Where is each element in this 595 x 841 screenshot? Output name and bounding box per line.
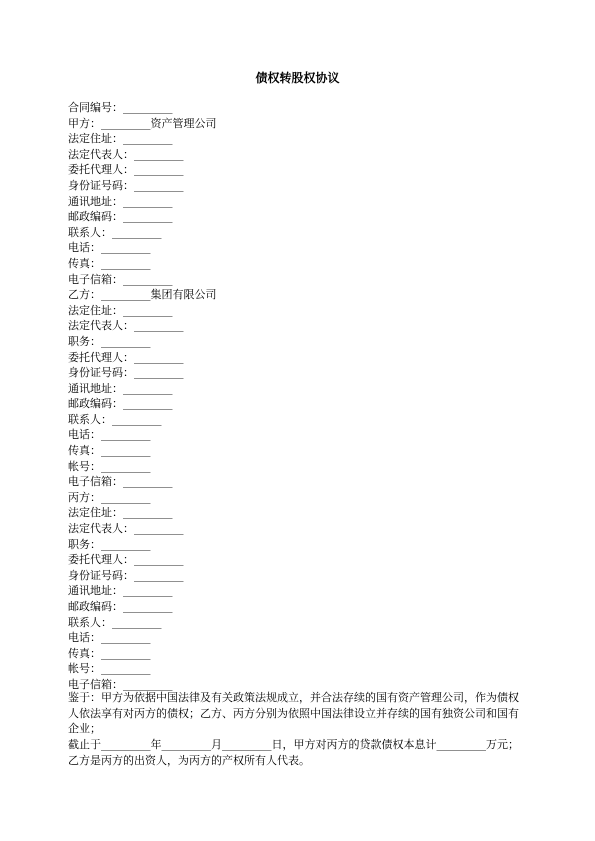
document-title: 债权转股权协议 xyxy=(255,71,340,85)
party-b-agent-field: 委托代理人：_________ xyxy=(68,350,184,364)
party-field-list xyxy=(68,100,528,693)
party-c-fax-field: 传真：_________ xyxy=(68,646,151,660)
party-a-email-field: 电子信箱：_________ xyxy=(68,272,173,286)
debt-amount-paragraph: 截止于_________年_________月_________日，甲方对丙方的贷款债权本息计_________万元；乙方是丙方的出资人，为丙方的产权所有人代表。 xyxy=(68,738,519,767)
party-a-legal-rep-field: 法定代表人：_________ xyxy=(68,147,184,161)
party-c-name-field: 丙方：_________ xyxy=(68,490,151,504)
party-a-address-field: 法定住址：_________ xyxy=(68,132,173,146)
party-a-id-field: 身份证号码：_________ xyxy=(68,178,184,192)
party-a-postcode-field: 邮政编码：_________ xyxy=(68,210,173,224)
party-b-account-field: 帐号：_________ xyxy=(68,459,151,473)
party-c-legal-rep-field: 法定代表人：_________ xyxy=(68,522,184,536)
party-c-position-field: 职务：_________ xyxy=(68,537,151,551)
party-c-id-field: 身份证号码：_________ xyxy=(68,568,184,582)
party-b-name-field: 乙方：_________集团有限公司 xyxy=(68,288,217,302)
party-b-contact-field: 联系人：_________ xyxy=(68,412,162,426)
party-b-id-field: 身份证号码：_________ xyxy=(68,366,184,380)
party-b-mail-address-field: 通讯地址：_________ xyxy=(68,381,173,395)
party-b-email-field: 电子信箱：_________ xyxy=(68,475,173,489)
party-c-phone-field: 电话：_________ xyxy=(68,631,151,645)
party-a-mail-address-field: 通讯地址：_________ xyxy=(68,194,173,208)
party-a-contact-field: 联系人：_________ xyxy=(68,225,162,239)
party-b-fax-field: 传真：_________ xyxy=(68,444,151,458)
party-b-position-field: 职务：_________ xyxy=(68,334,151,348)
party-a-fax-field: 传真：_________ xyxy=(68,256,151,270)
party-a-name-field: 甲方：_________资产管理公司 xyxy=(68,116,217,130)
party-b-address-field: 法定住址：_________ xyxy=(68,303,173,317)
recital-paragraph: 鉴于：甲方为依据中国法律及有关政策法规成立，并合法存续的国有资产管理公司，作为债权人依法享有对丙方的债权；乙方、丙方分别为依照中国法律设立并存续的国有独资公司和国有企业； xyxy=(68,691,519,736)
party-c-postcode-field: 邮政编码：_________ xyxy=(68,600,173,613)
contract-number-field: 合同编号：_________ xyxy=(68,101,173,114)
party-a-phone-field: 电话：_________ xyxy=(68,241,151,255)
party-a-agent-field: 委托代理人：_________ xyxy=(68,163,184,177)
party-b-phone-field: 电话：_________ xyxy=(68,428,151,442)
party-b-postcode-field: 邮政编码：_________ xyxy=(68,397,173,411)
party-c-account-field: 帐号：_________ xyxy=(68,662,151,676)
party-c-contact-field: 联系人：_________ xyxy=(68,615,162,629)
party-c-agent-field: 委托代理人：_________ xyxy=(68,553,184,567)
party-c-address-field: 法定住址：_________ xyxy=(68,506,173,520)
party-b-legal-rep-field: 法定代表人：_________ xyxy=(68,319,184,333)
party-c-mail-address-field: 通讯地址：_________ xyxy=(68,584,173,598)
party-c-email-field: 电子信箱：_________ xyxy=(68,677,173,691)
